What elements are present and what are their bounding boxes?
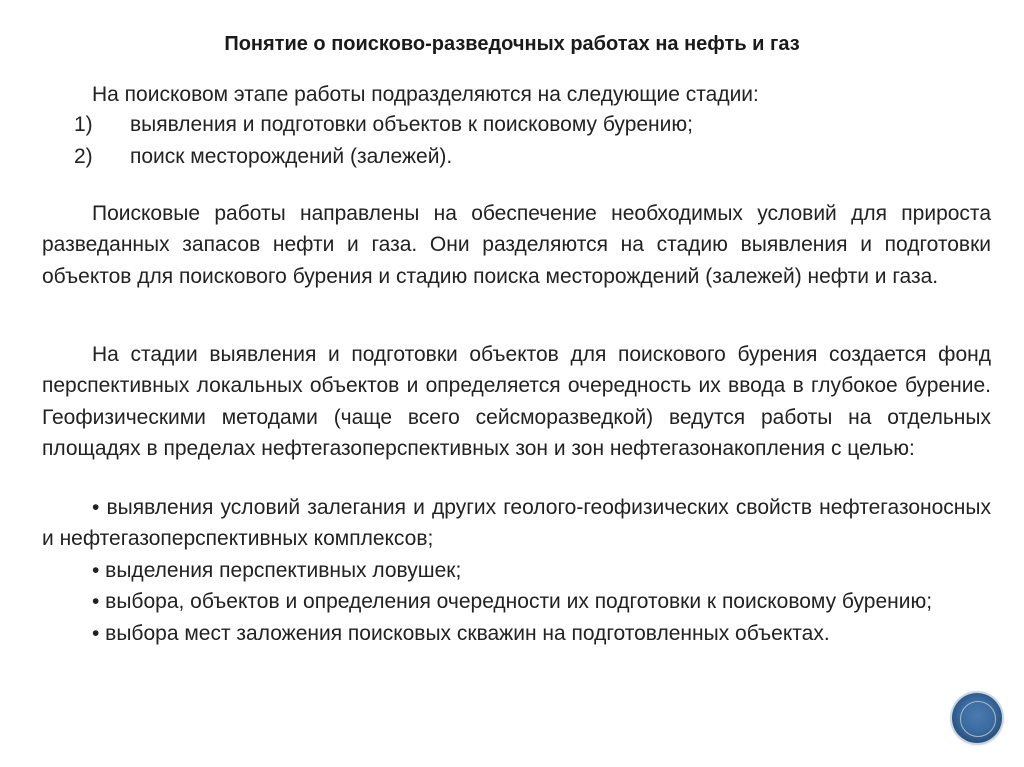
list-item	[42, 555, 991, 586]
list-item-number: 1)	[74, 113, 93, 136]
logo-icon	[952, 693, 1002, 743]
list-item-text: выявления и подготовки объектов к поисковому бурению;	[130, 113, 693, 136]
stages-list	[74, 109, 693, 173]
list-item-number: 2)	[74, 145, 93, 168]
bullet-text: • выбора мест заложения поисковых скважин на подготовленных объектах.	[92, 621, 830, 645]
paragraph-text: Поисковые работы направлены на обеспечение необходимых условий для прироста разведанных запасов нефти и газа. Они разделяются на стадию выявления и подготовки объектов для поискового бурения и стадию поиска месторождений (залежей) нефти и газа.	[42, 202, 991, 288]
list-item-text: поиск месторождений (залежей).	[130, 145, 453, 168]
list-item	[42, 586, 991, 617]
paragraph-text: На стадии выявления и подготовки объектов для поискового бурения создается фонд перспективных локальных объектов и определяется очередность их ввода в глубокое бурение. Геофизическими методами (чаще всего сейсморазведкой) ведутся работы на отдельных площадях в пределах нефтегазоперспективных зон и зон нефтегазонакопления с целью:	[42, 343, 991, 461]
goals-list	[42, 492, 991, 649]
bullet-text: • выявления условий залегания и других геолого-геофизических свойств нефтегазоносных и нефтегазоперспективных комплексов;	[42, 496, 991, 551]
bullet-text: • выбора, объектов и определения очередности их подготовки к поисковому бурению;	[92, 590, 933, 614]
list-item	[42, 618, 991, 649]
paragraph-identification-stage	[42, 339, 991, 465]
intro-text: На поисковом этапе работы подразделяются на следующие стадии:	[92, 83, 759, 106]
bullet-text: • выделения перспективных ловушек;	[92, 558, 462, 582]
list-item	[74, 141, 693, 173]
list-item	[74, 109, 693, 141]
list-item	[42, 492, 991, 555]
paragraph-search-works	[42, 198, 991, 292]
slide-title: Понятие о поисково-разведочных работах на нефть и газ	[224, 33, 800, 55]
